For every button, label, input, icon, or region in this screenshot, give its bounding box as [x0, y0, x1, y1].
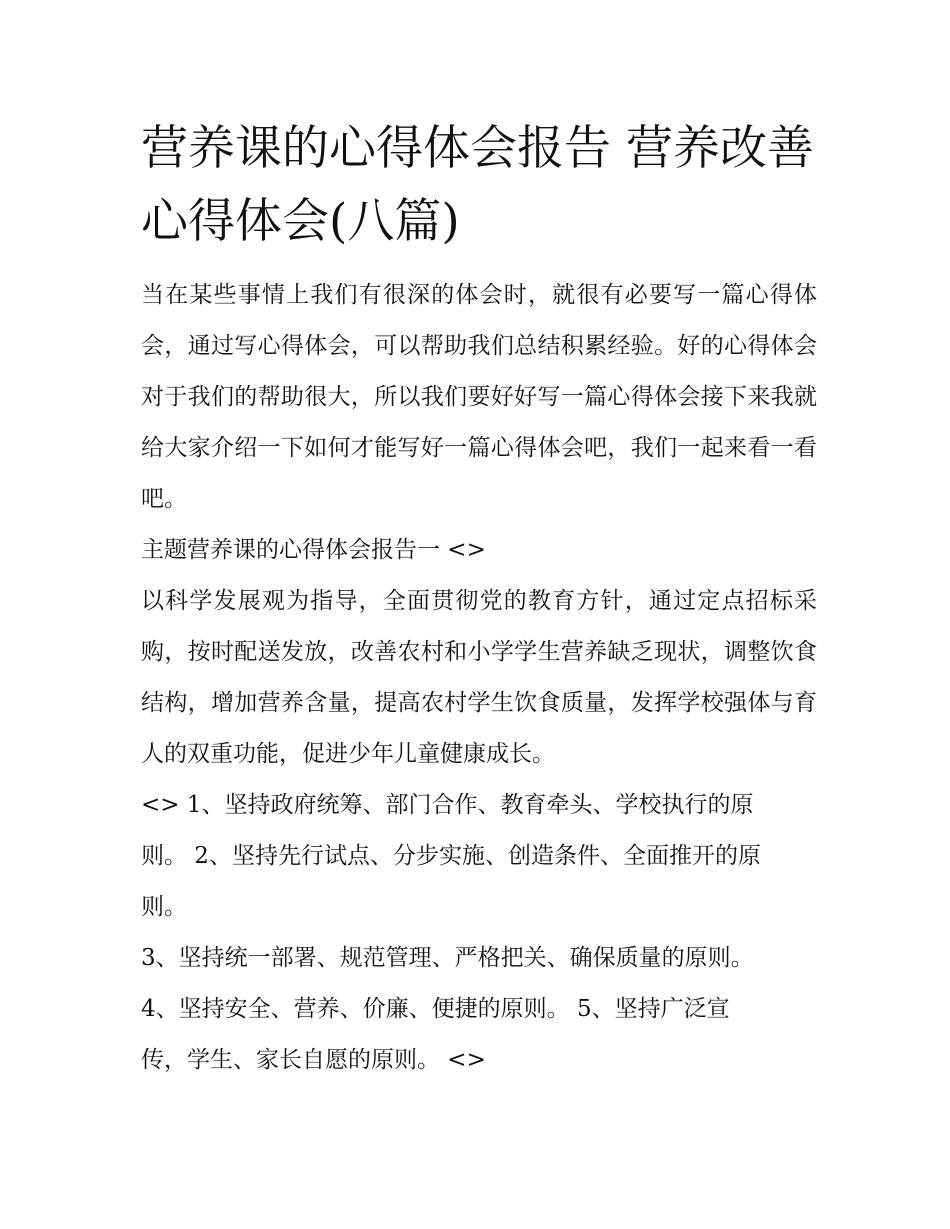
section-subtitle: 主题营养课的心得体会报告一 <> [141, 537, 486, 563]
principle-line: <> 1、坚持政府统筹、部门合作、教育牵头、学校执行的原 [141, 792, 754, 818]
document-title: 营养课的心得体会报告 营养改善心得体会(八篇) [141, 121, 814, 249]
principle-line: 则。 [141, 894, 187, 920]
guidance-paragraph: 以科学发展观为指导，全面贯彻党的教育方针，通过定点招标采购，按时配送发放，改善农村和小学学生营养缺乏现状，调整饮食结构，增加营养含量，提高农村学生饮食质量，发挥学校强体与育人的双重功能，促进少年儿童健康成长。 [141, 588, 817, 767]
principle-line: 3、坚持统一部署、规范管理、严格把关、确保质量的原则。 [141, 945, 754, 971]
intro-paragraph: 当在某些事情上我们有很深的体会时，就很有必要写一篇心得体会，通过写心得体会，可以帮助我们总结积累经验。好的心得体会对于我们的帮助很大，所以我们要好好写一篇心得体会接下来我就给大家介绍一下如何才能写好一篇心得体会吧，我们一起来看一看吧。 [141, 282, 817, 512]
principle-line: 4、坚持安全、营养、价廉、便捷的原则。 5、坚持广泛宣 [141, 996, 730, 1022]
document-body [141, 112, 817, 1086]
principle-line: 传，学生、家长自愿的原则。 <> [141, 1047, 486, 1073]
principle-line: 则。 2、坚持先行试点、分步实施、创造条件、全面推开的原 [141, 843, 761, 869]
